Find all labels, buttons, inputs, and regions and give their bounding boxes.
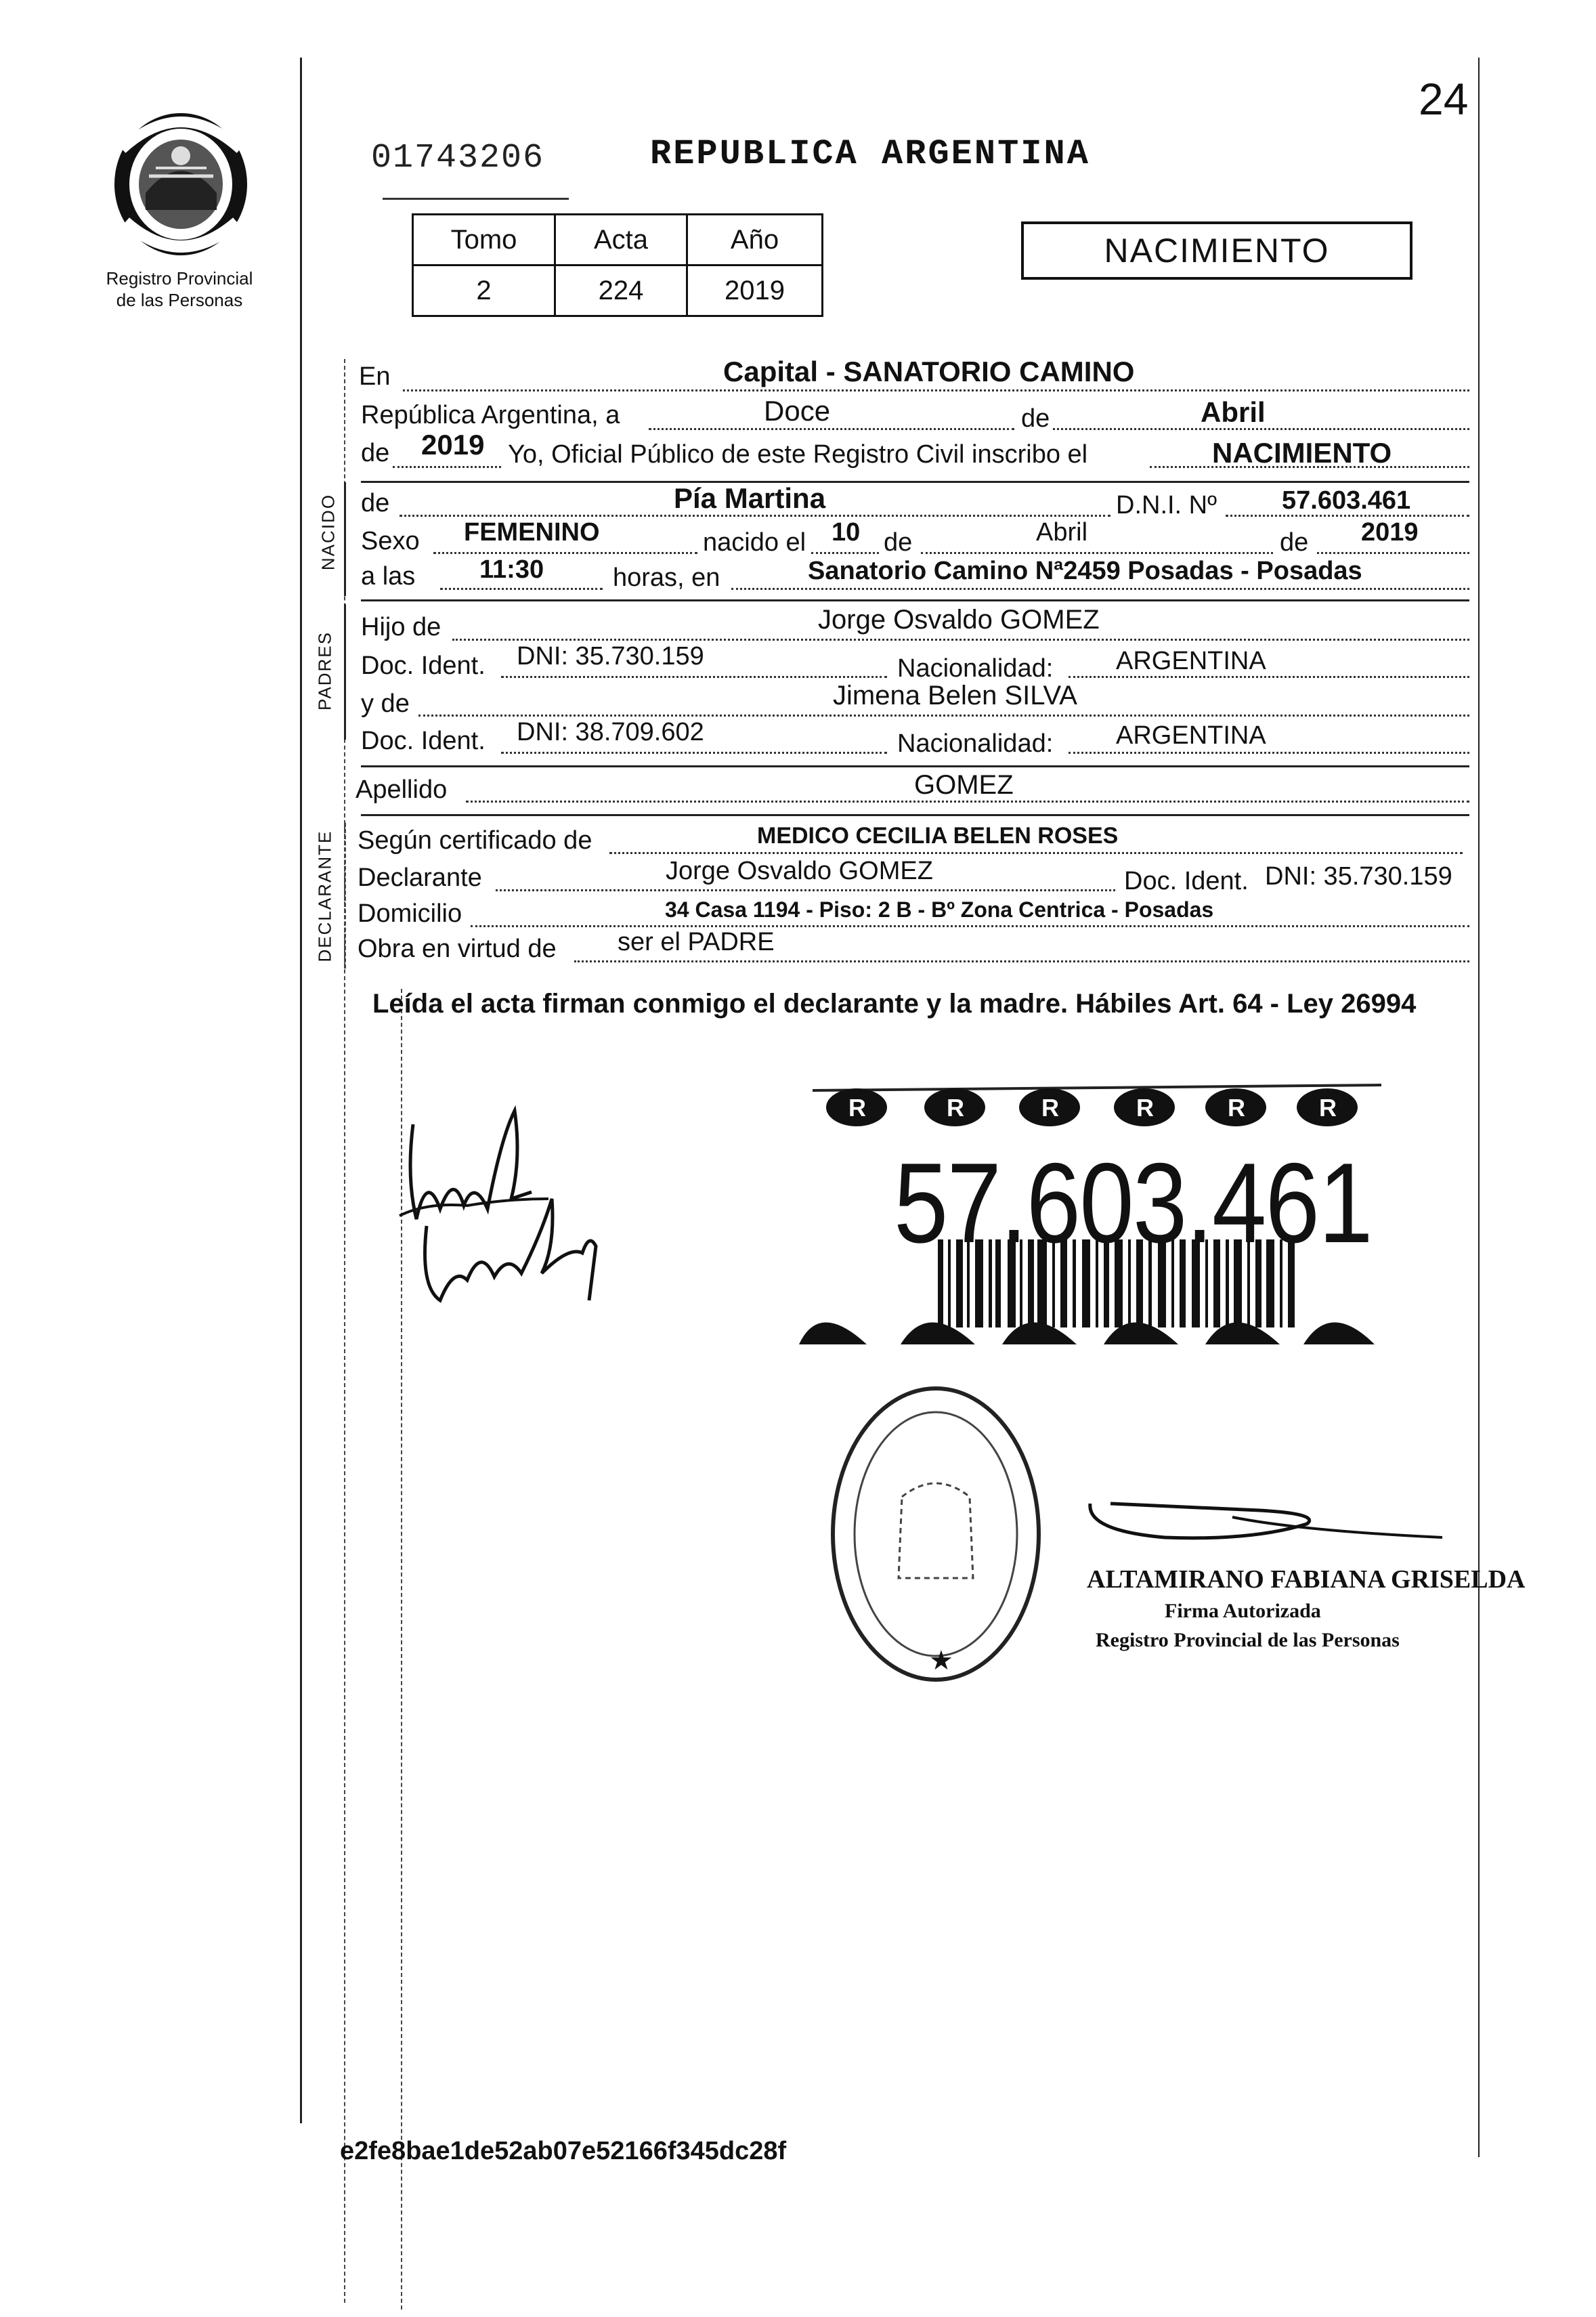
rule-after-nacido xyxy=(361,599,1469,601)
rule-after-header xyxy=(361,481,1469,483)
svg-text:R: R xyxy=(1041,1094,1059,1122)
record-header-tomo: Tomo xyxy=(413,215,555,265)
value-madre-nac: ARGENTINA xyxy=(1116,721,1266,750)
label-y-de: y de xyxy=(361,689,410,718)
value-acto: NACIMIENTO xyxy=(1212,437,1392,469)
dots-virtud xyxy=(574,960,1469,962)
dots-doc-padre xyxy=(501,676,887,678)
label-nacido-el: nacido el xyxy=(703,528,806,557)
value-lugar-nac: Sanatorio Camino Nª2459 Posadas - Posadas xyxy=(808,557,1362,585)
dots-nac-padre xyxy=(1069,676,1469,678)
label-doc-madre: Doc. Ident. xyxy=(361,727,486,755)
declarant-signatures xyxy=(386,1097,630,1314)
signer-name: ALTAMIRANO FABIANA GRISELDA xyxy=(1087,1565,1526,1594)
nacido-bracket xyxy=(344,482,346,596)
svg-text:R: R xyxy=(1136,1094,1154,1122)
record-header-acta: Acta xyxy=(555,215,687,265)
value-sexo: FEMENINO xyxy=(464,518,600,547)
label-dni-no: D.N.I. Nº xyxy=(1116,491,1217,519)
label-doc-declarante: Doc. Ident. xyxy=(1124,867,1249,895)
record-table xyxy=(412,213,823,317)
label-de-nac-mes: de xyxy=(884,528,913,557)
record-acta: 224 xyxy=(555,265,687,316)
value-madre: Jimena Belen SILVA xyxy=(833,681,1077,710)
svg-text:R: R xyxy=(1228,1094,1245,1122)
dots-anio xyxy=(393,466,501,468)
country-title: REPUBLICA ARGENTINA xyxy=(650,134,1090,174)
value-padre: Jorge Osvaldo GOMEZ xyxy=(818,605,1100,635)
label-de-anio: de xyxy=(361,439,390,467)
value-anio: 2019 xyxy=(421,429,485,461)
document-hash: e2fe8bae1de52ab07e52166f345dc28f xyxy=(340,2137,787,2165)
value-padre-doc: DNI: 35.730.159 xyxy=(517,642,704,671)
value-padre-nac: ARGENTINA xyxy=(1116,647,1266,675)
label-de-mes: de xyxy=(1021,404,1050,433)
label-yo-oficial: Yo, Oficial Público de este Registro Civil inscribo el xyxy=(508,440,1088,469)
registry-caption xyxy=(81,268,278,311)
value-dni: 57.603.461 xyxy=(1282,486,1411,515)
sticker-top-pattern-icon xyxy=(792,1077,1402,1145)
side-label-nacido: NACIDO xyxy=(318,493,339,571)
value-virtud: ser el PADRE xyxy=(618,928,775,956)
label-declarante: Declarante xyxy=(358,864,482,892)
label-nac-padre: Nacionalidad: xyxy=(897,654,1054,683)
svg-text:R: R xyxy=(1319,1094,1337,1122)
svg-text:R: R xyxy=(848,1094,866,1122)
registry-caption-line1: Registro Provincial xyxy=(106,268,253,289)
signer-organization: Registro Provincial de las Personas xyxy=(1096,1629,1400,1651)
label-republica-a: República Argentina, a xyxy=(361,401,620,429)
authorized-signature-stroke-icon xyxy=(1083,1476,1449,1565)
dots-nac-anio xyxy=(1317,552,1469,554)
registry-seal-icon xyxy=(108,108,254,261)
side-label-declarante: DECLARANTE xyxy=(314,830,335,962)
record-tomo: 2 xyxy=(413,265,555,316)
left-margin-line xyxy=(300,58,302,2123)
dots-doc-madre xyxy=(501,752,887,754)
value-hora: 11:30 xyxy=(479,555,544,584)
dots-hora xyxy=(440,588,603,590)
dots-en xyxy=(403,389,1469,391)
value-madre-doc: DNI: 38.709.602 xyxy=(517,718,704,746)
dots-nombre xyxy=(400,515,1110,517)
dots-apellido xyxy=(466,801,1469,803)
label-hijo-de: Hijo de xyxy=(361,613,441,641)
label-horas-en: horas, en xyxy=(613,564,720,592)
label-segun-certificado: Según certificado de xyxy=(358,826,592,855)
dots-padre xyxy=(452,639,1469,641)
dots-nac-mes xyxy=(921,552,1273,554)
registry-caption-line2: de las Personas xyxy=(116,290,243,310)
closing-text: Leída el acta firman conmigo el declarante y la madre. Hábiles Art. 64 - Ley 26994 xyxy=(372,989,1417,1019)
rule-after-apellido xyxy=(361,814,1469,816)
dots-domicilio xyxy=(471,925,1469,927)
dots-nac-dia xyxy=(811,552,879,554)
dots-lugar-nac xyxy=(731,588,1469,590)
registry-seal-logo xyxy=(108,108,254,261)
value-apellido: GOMEZ xyxy=(914,770,1014,800)
official-stamp-icon xyxy=(827,1382,1044,1686)
record-header-anio: Año xyxy=(687,215,823,265)
label-nac-madre: Nacionalidad: xyxy=(897,729,1054,758)
dots-madre xyxy=(418,715,1469,717)
label-domicilio: Domicilio xyxy=(358,899,462,928)
value-mes: Abril xyxy=(1201,396,1266,428)
label-de-nac-anio: de xyxy=(1280,528,1309,557)
page-number: 24 xyxy=(1419,74,1469,124)
label-doc-padre: Doc. Ident. xyxy=(361,652,486,680)
value-declarante: Jorge Osvaldo GOMEZ xyxy=(666,857,933,885)
svg-text:★: ★ xyxy=(929,1645,953,1676)
padres-bracket xyxy=(344,604,346,740)
label-en: En xyxy=(359,362,391,391)
label-obra-virtud: Obra en virtud de xyxy=(358,935,557,963)
record-anio: 2019 xyxy=(687,265,823,316)
side-label-padres: PADRES xyxy=(314,631,335,710)
official-stamp xyxy=(827,1382,1044,1686)
serial-number: 01743206 xyxy=(371,139,545,177)
dots-sexo xyxy=(433,552,697,554)
value-dia: Doce xyxy=(764,395,831,427)
label-de-nombre: de xyxy=(361,489,390,517)
authorized-signature xyxy=(1083,1476,1449,1565)
serial-underline xyxy=(383,198,569,200)
value-nac-mes: Abril xyxy=(1036,518,1088,547)
value-nombre: Pía Martina xyxy=(674,482,826,514)
value-domicilio: 34 Casa 1194 - Piso: 2 B - Bº Zona Centrica - Posadas xyxy=(665,897,1214,922)
dots-dia xyxy=(649,428,1014,430)
dots-declarante xyxy=(496,889,1115,891)
declarante-bracket xyxy=(344,823,346,969)
right-margin-line xyxy=(1478,58,1480,2157)
label-a-las: a las xyxy=(361,562,416,591)
value-nac-dia: 10 xyxy=(832,518,861,547)
dots-nac-madre xyxy=(1069,752,1469,754)
label-sexo: Sexo xyxy=(361,527,420,555)
signer-role: Firma Autorizada xyxy=(1165,1600,1321,1622)
sticker-dni-number: 57.603.461 xyxy=(894,1139,1372,1267)
value-declarante-doc: DNI: 35.730.159 xyxy=(1265,862,1452,891)
act-type-box: NACIMIENTO xyxy=(1021,221,1412,280)
sticker-bottom-pattern-icon xyxy=(792,1294,1402,1348)
svg-text:R: R xyxy=(947,1094,964,1122)
value-lugar: Capital - SANATORIO CAMINO xyxy=(723,356,1135,387)
value-nac-anio: 2019 xyxy=(1361,518,1419,547)
rule-after-padres xyxy=(361,765,1469,767)
label-apellido: Apellido xyxy=(355,775,448,804)
dots-certificado xyxy=(609,852,1463,854)
value-certificado: MEDICO CECILIA BELEN ROSES xyxy=(757,823,1119,849)
handwritten-signature-icon xyxy=(386,1097,630,1314)
